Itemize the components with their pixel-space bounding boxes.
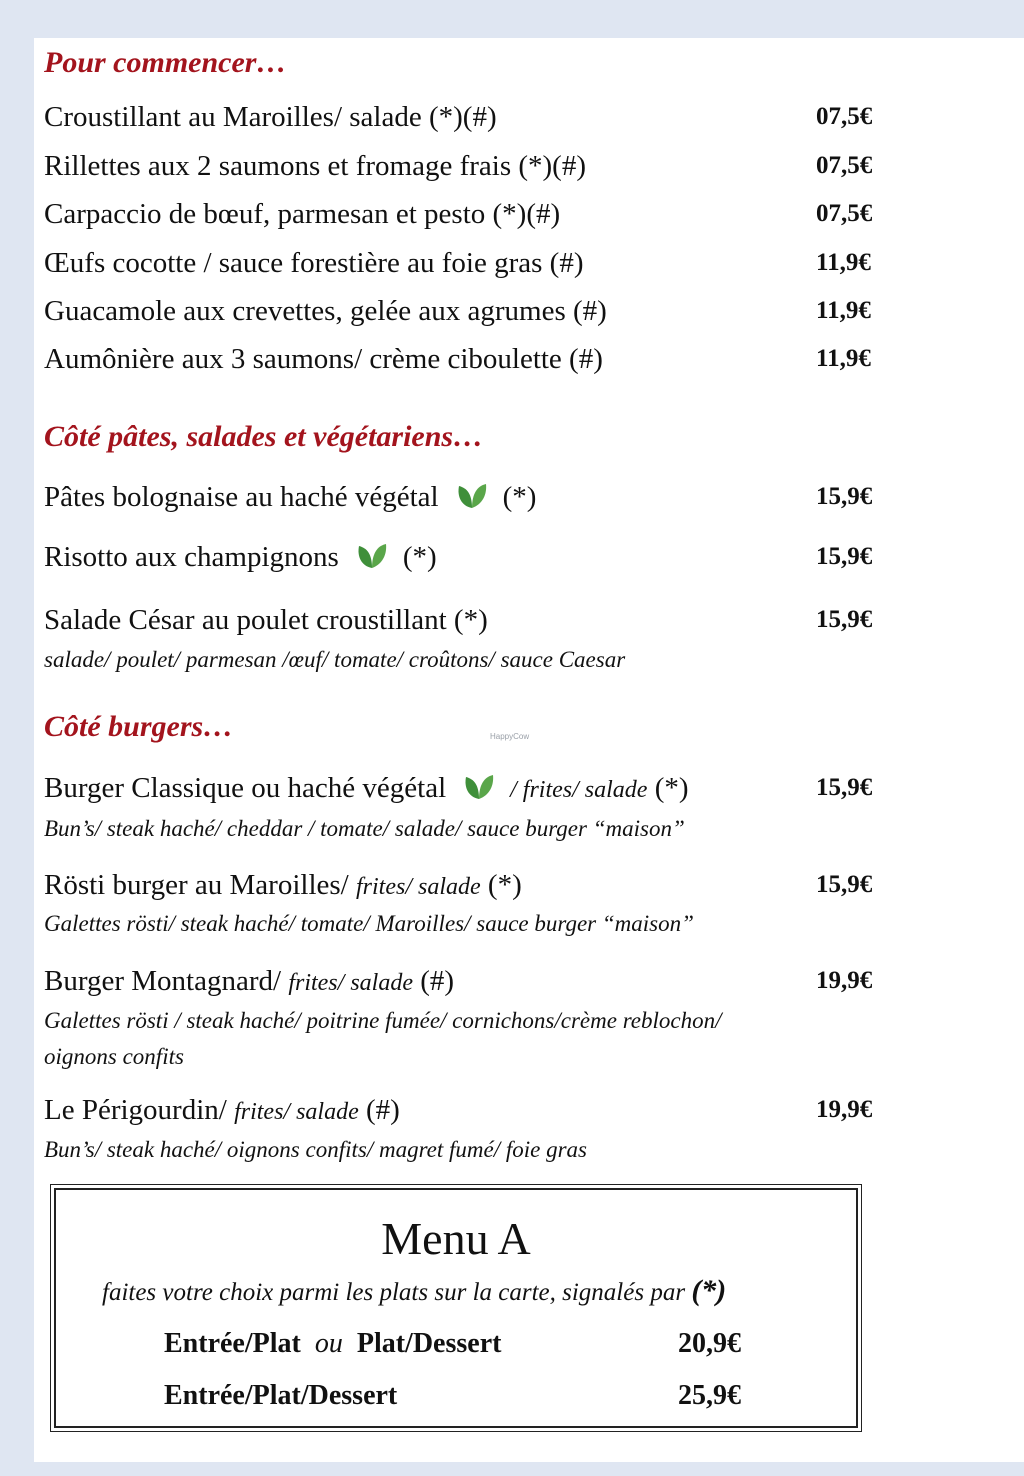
menu-subtitle xyxy=(102,1274,726,1308)
menu-item-name: Croustillant au Maroilles/ salade (*)(#) xyxy=(44,101,497,133)
menu-item-mark: (#) xyxy=(420,965,455,997)
menu-formula-row xyxy=(164,1328,501,1360)
menu-item-name: Carpaccio de bœuf, parmesan et pesto (*)(#) xyxy=(44,198,561,230)
menu-item-description: Bun’s/ steak haché/ oignons confits/ magret fumé/ foie gras xyxy=(44,1137,588,1162)
menu-item-name: Rillettes aux 2 saumons et fromage frais (*)(#) xyxy=(44,150,586,182)
menu-item-row xyxy=(44,868,522,904)
menu-page xyxy=(34,38,1024,1462)
menu-formula-label-a: Entrée/Plat xyxy=(164,1328,301,1359)
section-title-burgers: Côté burgers… xyxy=(44,710,234,743)
menu-item-price: 15,9€ xyxy=(816,483,873,510)
menu-item-price: 15,9€ xyxy=(816,543,873,570)
vegetarian-leaf-icon xyxy=(355,540,389,570)
menu-formula-label-b: Plat/Dessert xyxy=(356,1328,502,1359)
menu-formula-connector: ou xyxy=(314,1328,343,1359)
menu-subtitle-text: faites votre choix parmi les plats sur la carte, signalés par xyxy=(102,1279,686,1306)
menu-item-price: 19,9€ xyxy=(816,1096,873,1123)
menu-formula-label: Entrée/Plat/Dessert xyxy=(164,1380,398,1411)
section-title-vegetarian: Côté pâtes, salades et végétariens… xyxy=(44,420,484,453)
menu-item-name: Guacamole aux crevettes, gelée aux agrumes (#) xyxy=(44,295,607,327)
menu-subtitle-mark: (*) xyxy=(691,1274,727,1307)
menu-title: Menu A xyxy=(381,1213,531,1264)
menu-item-name: Salade César au poulet croustillant (*) xyxy=(44,604,488,636)
menu-item-description: salade/ poulet/ parmesan /œuf/ tomate/ croûtons/ sauce Caesar xyxy=(44,647,626,672)
menu-item-name: Rösti burger au Maroilles/ xyxy=(44,869,349,901)
menu-item-price: 15,9€ xyxy=(816,871,873,898)
menu-item-extra: / frites/ salade xyxy=(510,777,648,803)
menu-item-price: 11,9€ xyxy=(816,249,871,276)
watermark: HappyCow xyxy=(490,732,530,741)
menu-item-mark: (#) xyxy=(366,1094,400,1126)
section-title-starters: Pour commencer… xyxy=(44,46,287,79)
menu-item-name: Pâtes bolognaise au haché végétal xyxy=(44,481,439,513)
menu-item-description: Galettes rösti/ steak haché/ tomate/ Maroilles/ sauce burger “maison” xyxy=(44,911,694,936)
menu-formula-price: 25,9€ xyxy=(678,1380,741,1411)
menu-item-row xyxy=(44,540,437,574)
menu-item-price: 15,9€ xyxy=(816,774,873,801)
menu-item-row xyxy=(44,964,454,1000)
menu-item-row xyxy=(44,480,536,514)
vegetarian-leaf-icon xyxy=(462,771,496,801)
menu-item-price: 19,9€ xyxy=(816,967,873,994)
menu-item-name: Risotto aux champignons xyxy=(44,541,339,573)
menu-item-name: Burger Classique ou haché végétal xyxy=(44,772,447,804)
menu-item-description: Bun’s/ steak haché/ cheddar / tomate/ salade/ sauce burger “maison” xyxy=(44,816,685,841)
menu-item-row xyxy=(44,1093,400,1129)
menu-item-description: Galettes rösti / steak haché/ poitrine fumée/ cornichons/crème reblochon/ xyxy=(44,1008,722,1033)
menu-a-box xyxy=(54,1188,858,1428)
menu-formula-price: 20,9€ xyxy=(678,1328,741,1359)
menu-item-name: Aumônière aux 3 saumons/ crème ciboulette (#) xyxy=(44,343,603,375)
menu-item-description-cont: oignons confits xyxy=(44,1044,184,1069)
menu-item-mark: (*) xyxy=(402,541,437,573)
menu-item-extra: frites/ salade xyxy=(234,1099,359,1125)
menu-item-extra: frites/ salade xyxy=(288,970,413,996)
menu-item-extra: frites/ salade xyxy=(355,874,481,900)
menu-item-row xyxy=(44,771,689,807)
menu-item-name: Œufs cocotte / sauce forestière au foie gras (#) xyxy=(44,247,584,279)
menu-item-name: Le Périgourdin/ xyxy=(44,1094,227,1126)
menu-item-price: 15,9€ xyxy=(816,606,873,633)
menu-item-price: 11,9€ xyxy=(816,345,871,372)
vegetarian-leaf-icon xyxy=(455,480,489,510)
menu-item-mark: (*) xyxy=(502,481,537,513)
menu-item-price: 07,5€ xyxy=(816,152,873,179)
menu-item-price: 11,9€ xyxy=(816,297,871,324)
menu-item-mark: (*) xyxy=(487,869,522,901)
menu-item-price: 07,5€ xyxy=(816,103,873,130)
menu-item-mark: (*) xyxy=(654,772,689,804)
menu-item-name: Burger Montagnard/ xyxy=(44,965,282,997)
menu-item-price: 07,5€ xyxy=(816,200,873,227)
